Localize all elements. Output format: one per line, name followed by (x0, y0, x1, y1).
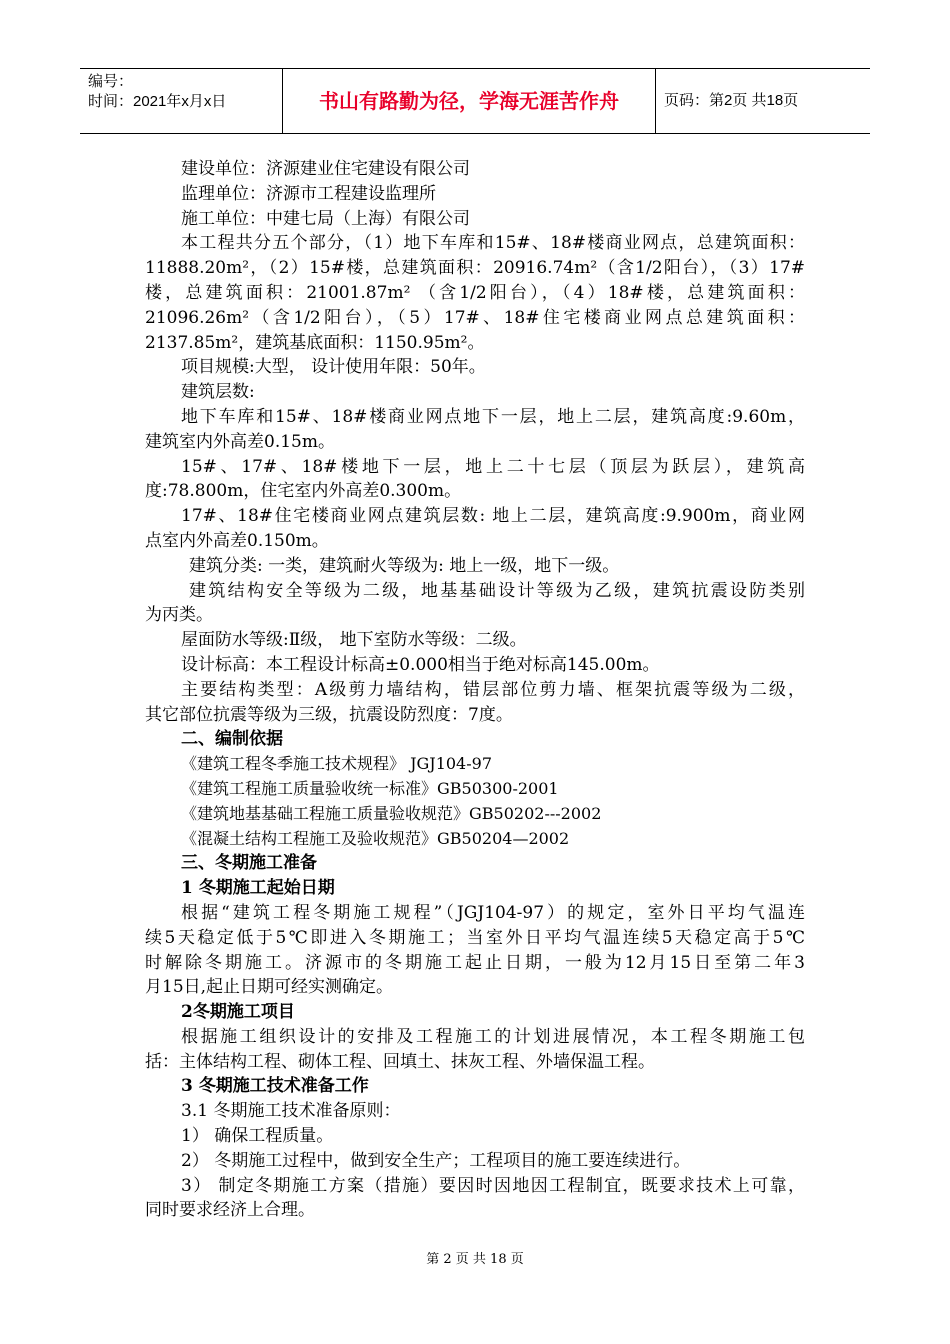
section-heading: 二、编制依据 (181, 729, 283, 750)
text-line: 11888.20m²，（2）15#楼，总建筑面积：20916.74m²（含1/2阳台），（3）17# (145, 258, 805, 279)
text-line: 17#、18#住宅楼商业网点建筑层数: 地上二层，建筑高度:9.900m，商业网 (181, 506, 805, 527)
text-line: 月15日,起止日期可经实测确定。 (145, 977, 394, 998)
text-line: 建筑结构安全等级为二级，地基基础设计等级为乙级，建筑抗震设防类别 (189, 580, 805, 601)
text-line: 屋面防水等级:Ⅱ级， 地下室防水等级：二级。 (181, 630, 527, 651)
text-line: 15#、17#、18#楼地下一层，地上二十七层（顶层为跃层），建筑高 (181, 456, 805, 477)
text-line: 21096.26m²（含1/2阳台），（5）17#、18#住宅楼商业网点总建筑面积： (145, 307, 805, 328)
subsection-heading: 3 冬期施工技术准备工作 (181, 1076, 369, 1097)
text-line: 根据“建筑工程冬期施工规程”（JGJ104-97）的规定，室外日平均气温连 (181, 902, 805, 923)
text-line: 根据施工组织设计的安排及工程施工的计划进展情况，本工程冬期施工包 (181, 1026, 805, 1047)
text-line: 2137.85m²，建筑基底面积：1150.95m²。 (145, 332, 485, 353)
text-line: 监理单位：济源市工程建设监理所 (181, 183, 436, 204)
header-meta (80, 69, 283, 133)
text-line: 度:78.800m，住宅室内外高差0.300m。 (145, 481, 462, 502)
text-line: 建筑室内外高差0.15m。 (145, 431, 335, 452)
page-footer: 第 2 页 共 18 页 (426, 1252, 524, 1267)
document-number: 编号： (88, 73, 134, 90)
reference-item: 《建筑工程施工质量验收统一标准》GB50300-2001 (181, 778, 559, 798)
reference-item: 《建筑工程冬季施工技术规程》 JGJ104-97 (181, 754, 493, 774)
subsection-heading: 2冬期施工项目 (181, 1002, 295, 1023)
text-line: 设计标高：本工程设计标高±0.000相当于绝对标高145.00m。 (181, 654, 660, 675)
text-line: 同时要求经济上合理。 (145, 1200, 315, 1221)
text-line: 建筑分类: 一类，建筑耐火等级为: 地上一级，地下一级。 (189, 555, 620, 576)
text-line: 括：主体结构工程、砌体工程、回填土、抹灰工程、外墙保温工程。 (145, 1051, 655, 1072)
section-heading: 三、冬期施工准备 (181, 853, 317, 874)
text-line: 地下车库和15#、18#楼商业网点地下一层，地上二层，建筑高度:9.60m， (181, 406, 805, 427)
document-date: 时间：2021年x月x日 (88, 93, 227, 110)
text-line: 时解除冬期施工。济源市的冬期施工起止日期，一般为12月15日至第二年3 (145, 952, 805, 973)
text-line: 建设单位：济源建业住宅建设有限公司 (181, 159, 470, 179)
text-line: 其它部位抗震等级为三级，抗震设防烈度：7度。 (145, 704, 513, 725)
text-line: 楼，总建筑面积：21001.87m² （含1/2阳台），（4）18#楼，总建筑面积： (145, 282, 805, 303)
text-line: 主要结构类型：A级剪力墙结构，错层部位剪力墙、框架抗震等级为二级， (181, 679, 805, 700)
reference-item: 《建筑地基基础工程施工质量验收规范》GB50202---2002 (181, 803, 602, 823)
header-page-info: 页码：第2页 共18页 (664, 92, 799, 109)
text-line: 本工程共分五个部分，（1）地下车库和15#、18#楼商业网点，总建筑面积： (181, 233, 805, 254)
text-line: 为丙类。 (145, 605, 213, 626)
reference-item: 《混凝土结构工程施工及验收规范》GB50204—2002 (181, 828, 570, 848)
subsection-heading: 1 冬期施工起始日期 (181, 878, 335, 899)
text-line: 点室内外高差0.150m。 (145, 530, 329, 551)
text-line: 建筑层数: (181, 382, 255, 403)
text-line: 3） 制定冬期施工方案（措施）要因时因地因工程制宜，既要求技术上可靠， (181, 1175, 805, 1196)
text-line: 1） 确保工程质量。 (181, 1126, 334, 1147)
text-line: 施工单位：中建七局（上海）有限公司 (181, 208, 470, 229)
text-line: 续5天稳定低于5℃即进入冬期施工；当室外日平均气温连续5天稳定高于5℃ (145, 927, 805, 948)
text-line: 2） 冬期施工过程中，做到安全生产；工程项目的施工要连续进行。 (181, 1150, 691, 1171)
document-body (145, 157, 805, 1223)
header-motto: 书山有路勤为径，学海无涯苦作舟 (283, 69, 656, 133)
page-header (80, 68, 870, 134)
text-line: 项目规模:大型， 设计使用年限：50年。 (181, 357, 486, 378)
text-line: 3.1 冬期施工技术准备原则： (181, 1101, 401, 1122)
